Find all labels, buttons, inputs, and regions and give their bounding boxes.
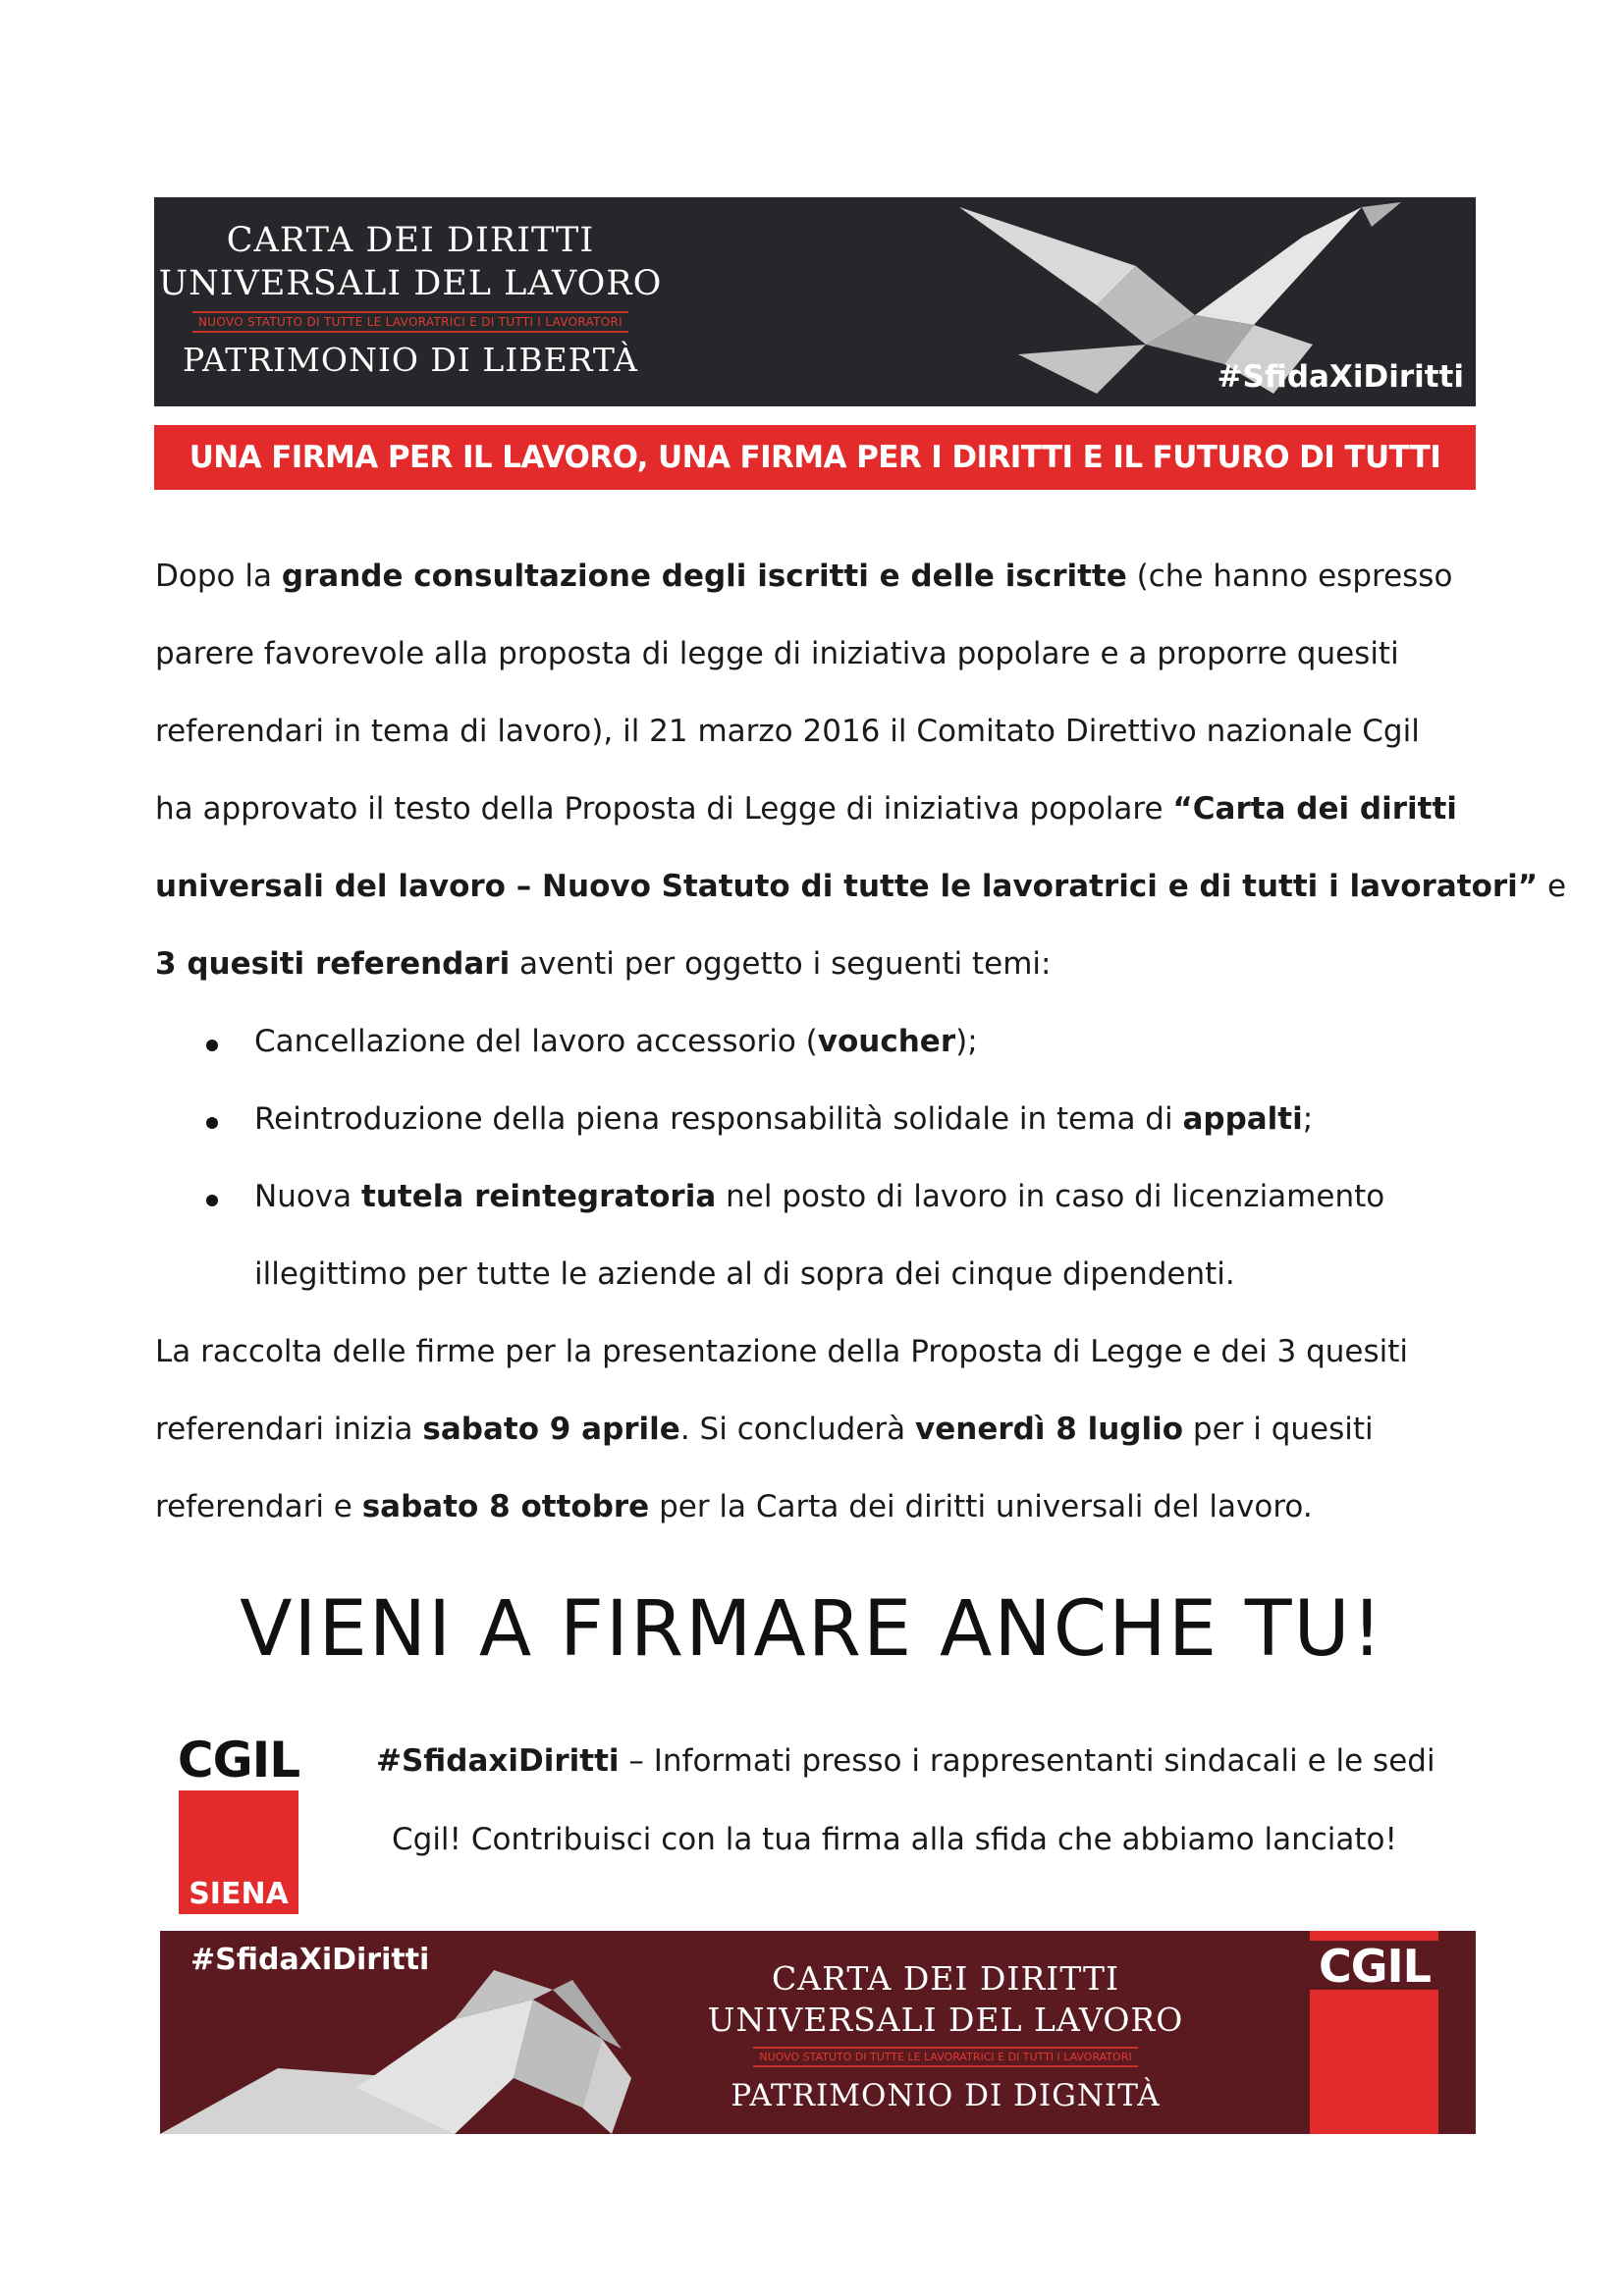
paragraph-line xyxy=(155,926,1477,1003)
text-span: ha approvato il testo della Proposta di Legge di iniziativa popolare xyxy=(155,791,1173,827)
text-span: – Informati presso i rappresentanti sindacali e le sedi xyxy=(619,1743,1435,1779)
bold-span: sabato 8 ottobre xyxy=(361,1489,650,1524)
top-banner-hashtag: #SfidaXiDiritti xyxy=(1217,359,1464,395)
themes-list xyxy=(196,1003,1394,1313)
bullet-icon xyxy=(196,1081,254,1158)
top-banner xyxy=(154,197,1476,406)
paragraph-line xyxy=(155,848,1567,926)
text-span: referendari e xyxy=(155,1489,362,1524)
bottom-banner xyxy=(160,1931,1476,2134)
text-span: aventi per oggetto i seguenti temi: xyxy=(510,946,1052,982)
hashtag-text: #SfidaxiDiritti xyxy=(376,1743,620,1779)
text-span: per i quesiti xyxy=(1183,1412,1374,1447)
bullet-icon xyxy=(196,1003,254,1081)
bottom-banner-subtitle: NUOVO STATUTO DI TUTTE LE LAVORATRICI E DI TUTTI I LAVORATORI xyxy=(753,2047,1137,2067)
bold-span: venerdì 8 luglio xyxy=(915,1412,1184,1447)
paragraph-line xyxy=(155,1468,1477,1546)
bold-span: 3 quesiti referendari xyxy=(155,946,511,982)
bottom-banner-hashtag: #SfidaXiDiritti xyxy=(190,1943,430,1977)
cgil-logo xyxy=(1310,1931,1438,2134)
origami-horse-icon xyxy=(160,1960,651,2134)
text-span: Cgil! Contribuisci con la tua firma alla sfida che abbiamo lanciato! xyxy=(392,1822,1397,1857)
logo-city: SIENA xyxy=(189,1877,289,1911)
intro-paragraph xyxy=(155,538,1567,1003)
logo-brand: CGIL xyxy=(177,1732,300,1789)
list-item-continuation: illegittimo per tutte le aziende al di sopra dei cinque dipendenti. xyxy=(254,1256,1235,1292)
text-span: parere favorevole alla proposta di legge di iniziativa popolare e a proporre quesiti xyxy=(155,636,1399,671)
text-span: referendari inizia xyxy=(155,1412,423,1447)
top-banner-line1: CARTA DEI DIRITTI xyxy=(226,221,595,260)
bold-span: universali del lavoro – Nuovo Statuto di tutte le lavoratrici e di tutti i lavoratori” xyxy=(155,869,1539,904)
bottom-banner-title-block xyxy=(690,1958,1201,2118)
bold-span: “Carta dei diritti xyxy=(1172,791,1457,827)
paragraph-line xyxy=(155,1391,1477,1468)
bottom-banner-line3: PATRIMONIO DI DIGNITÀ xyxy=(731,2078,1161,2113)
bold-span: voucher xyxy=(817,1024,956,1059)
slogan-strip: UNA FIRMA PER IL LAVORO, UNA FIRMA PER I DIRITTI E IL FUTURO DI TUTTI xyxy=(154,425,1476,490)
bottom-banner-line1: CARTA DEI DIRITTI xyxy=(772,1959,1119,1998)
text-span: e xyxy=(1538,869,1567,904)
paragraph-line xyxy=(155,771,1477,848)
text-span: nel posto di lavoro in caso di licenziamento xyxy=(716,1179,1385,1214)
paragraph-line xyxy=(376,1800,1446,1879)
bold-span: grande consultazione degli iscritti e delle iscritte xyxy=(281,559,1127,594)
paragraph-line xyxy=(155,615,1477,693)
list-item xyxy=(196,1003,1394,1081)
bold-span: sabato 9 aprile xyxy=(422,1412,680,1447)
top-banner-subtitle: NUOVO STATUTO DI TUTTE LE LAVORATRICI E DI TUTTI I LAVORATORI xyxy=(192,311,628,333)
closing-paragraph xyxy=(155,1313,1477,1546)
call-to-action: VIENI A FIRMARE ANCHE TU! xyxy=(240,1585,1384,1674)
text-span: Dopo la xyxy=(155,559,282,594)
cgil-siena-logo xyxy=(169,1732,308,1916)
paragraph-line xyxy=(155,538,1477,615)
text-span: La raccolta delle firme per la presentazione della Proposta di Legge e dei 3 quesiti xyxy=(155,1334,1409,1369)
text-span: Nuova xyxy=(254,1179,361,1214)
text-span: (che hanno espresso xyxy=(1126,559,1453,594)
text-span: Reintroduzione della piena responsabilità solidale in tema di xyxy=(254,1101,1183,1137)
text-span: ); xyxy=(955,1024,978,1059)
top-banner-line3: PATRIMONIO DI LIBERTÀ xyxy=(183,341,638,379)
text-span: . Si concluderà xyxy=(679,1412,916,1447)
cgil-logo-word: CGIL xyxy=(1296,1941,1453,1990)
text-span: Cancellazione del lavoro accessorio ( xyxy=(254,1024,818,1059)
top-banner-line2: UNIVERSALI DEL LAVORO xyxy=(158,264,663,303)
bold-span: tutela reintegratoria xyxy=(361,1179,717,1214)
bottom-banner-line2: UNIVERSALI DEL LAVORO xyxy=(707,2001,1184,2039)
list-item xyxy=(196,1158,1394,1236)
bold-span: appalti xyxy=(1182,1101,1303,1137)
paragraph-line xyxy=(155,693,1477,771)
paragraph-line xyxy=(376,1722,1446,1800)
top-banner-title-block xyxy=(154,219,667,384)
bullet-icon xyxy=(196,1158,254,1236)
text-span: per la Carta dei diritti universali del lavoro. xyxy=(649,1489,1313,1524)
text-span: referendari in tema di lavoro), il 21 marzo 2016 il Comitato Direttivo nazionale Cgil xyxy=(155,714,1420,749)
list-item xyxy=(196,1081,1394,1158)
text-span: ; xyxy=(1302,1101,1314,1137)
paragraph-line xyxy=(155,1313,1477,1391)
info-paragraph xyxy=(376,1722,1446,1879)
